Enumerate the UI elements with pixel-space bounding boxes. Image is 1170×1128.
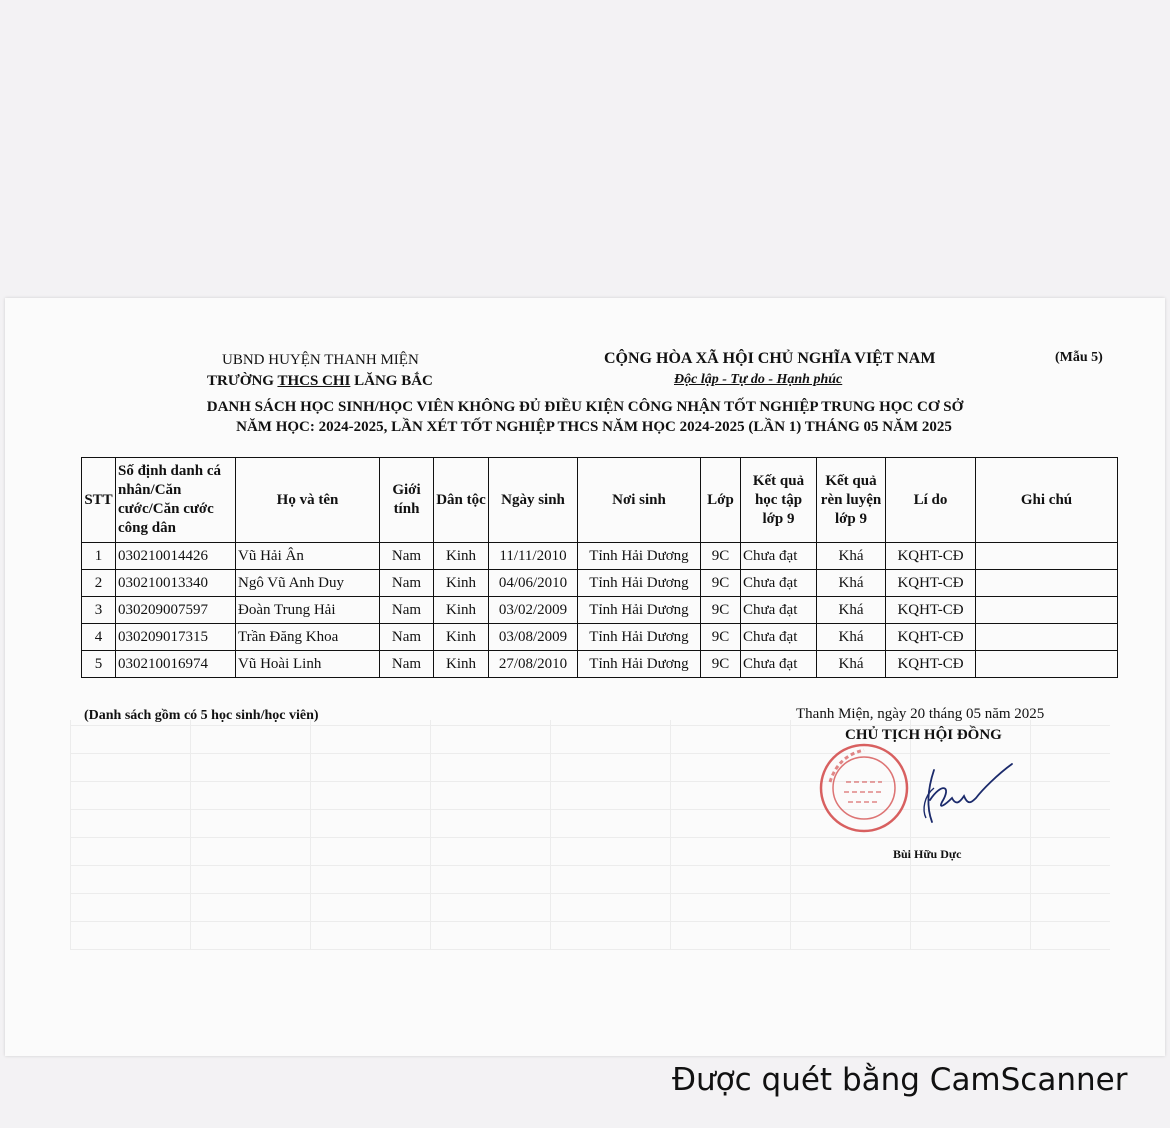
cell-dob: 11/11/2010: [489, 543, 578, 570]
cell-gender: Nam: [380, 570, 434, 597]
cell-conduct: Khá: [817, 570, 886, 597]
cell-stt: 2: [82, 570, 116, 597]
column-header-class: Lớp: [701, 458, 741, 543]
cell-class: 9C: [701, 624, 741, 651]
cell-dob: 03/08/2009: [489, 624, 578, 651]
cell-notes: [976, 597, 1118, 624]
column-header-ethnicity: Dân tộc: [434, 458, 489, 543]
student-table: [81, 457, 1118, 678]
cell-gender: Nam: [380, 597, 434, 624]
column-header-reason: Lí do: [886, 458, 976, 543]
cell-dob: 04/06/2010: [489, 570, 578, 597]
cell-conduct: Khá: [817, 597, 886, 624]
cell-academic: Chưa đạt: [741, 543, 817, 570]
table-header-row: [82, 458, 1118, 543]
column-header-gender: Giới tính: [380, 458, 434, 543]
cell-stt: 3: [82, 597, 116, 624]
cell-name: Trần Đăng Khoa: [236, 624, 380, 651]
cell-ethnicity: Kinh: [434, 624, 489, 651]
cell-reason: KQHT-CĐ: [886, 624, 976, 651]
cell-dob: 03/02/2009: [489, 597, 578, 624]
nation-motto: Độc lập - Tự do - Hạnh phúc: [674, 372, 843, 387]
signature-icon: [912, 760, 1016, 830]
cell-dob: 27/08/2010: [489, 651, 578, 678]
cell-notes: [976, 624, 1118, 651]
cell-academic: Chưa đạt: [741, 624, 817, 651]
cell-notes: [976, 543, 1118, 570]
table-row: [82, 597, 1118, 624]
column-header-notes: Ghi chú: [976, 458, 1118, 543]
org-line-2-prefix: TRƯỜNG: [207, 373, 278, 389]
cell-reason: KQHT-CĐ: [886, 543, 976, 570]
table-row: [82, 624, 1118, 651]
column-header-name: Họ và tên: [236, 458, 380, 543]
place-date: Thanh Miện, ngày 20 tháng 05 năm 2025: [796, 706, 1045, 722]
cell-class: 9C: [701, 570, 741, 597]
cell-gender: Nam: [380, 543, 434, 570]
cell-notes: [976, 570, 1118, 597]
org-line-1: UBND HUYỆN THANH MIỆN: [222, 352, 419, 368]
cell-academic: Chưa đạt: [741, 597, 817, 624]
cell-ethnicity: Kinh: [434, 570, 489, 597]
signer-role: CHỦ TỊCH HỘI ĐỒNG: [845, 727, 1002, 743]
column-header-stt: STT: [82, 458, 116, 543]
document-title-line-1: DANH SÁCH HỌC SINH/HỌC VIÊN KHÔNG ĐỦ ĐIỀU KIỆN CÔNG NHẬN TỐT NGHIỆP TRUNG HỌC CƠ SỞ: [206, 399, 964, 415]
cell-name: Vũ Hoài Linh: [236, 651, 380, 678]
cell-ethnicity: Kinh: [434, 543, 489, 570]
cell-id: 030210014426: [116, 543, 236, 570]
column-header-conduct: Kết quả rèn luyện lớp 9: [817, 458, 886, 543]
list-summary: (Danh sách gồm có 5 học sinh/học viên): [84, 708, 319, 723]
cell-reason: KQHT-CĐ: [886, 597, 976, 624]
org-line-2: [207, 373, 433, 390]
cell-reason: KQHT-CĐ: [886, 570, 976, 597]
scanner-watermark: Được quét bằng CamScanner: [672, 1062, 1128, 1098]
cell-conduct: Khá: [817, 651, 886, 678]
org-line-2-suffix: LĂNG BẮC: [350, 373, 433, 389]
cell-birthplace: Tỉnh Hải Dương: [578, 624, 701, 651]
cell-conduct: Khá: [817, 624, 886, 651]
cell-stt: 4: [82, 624, 116, 651]
cell-name: Ngô Vũ Anh Duy: [236, 570, 380, 597]
cell-ethnicity: Kinh: [434, 597, 489, 624]
cell-id: 030210016974: [116, 651, 236, 678]
form-number: (Mẫu 5): [1055, 350, 1103, 365]
column-header-academic: Kết quả học tập lớp 9: [741, 458, 817, 543]
show-through-texture: [70, 720, 1110, 950]
table-row: [82, 651, 1118, 678]
cell-stt: 5: [82, 651, 116, 678]
table-row: [82, 570, 1118, 597]
cell-class: 9C: [701, 651, 741, 678]
cell-class: 9C: [701, 543, 741, 570]
table-row: [82, 543, 1118, 570]
cell-academic: Chưa đạt: [741, 651, 817, 678]
cell-id: 030209007597: [116, 597, 236, 624]
cell-name: Đoàn Trung Hải: [236, 597, 380, 624]
official-seal-icon: [818, 742, 910, 834]
column-header-birthplace: Nơi sinh: [578, 458, 701, 543]
column-header-id: Số định danh cá nhân/Căn cước/Căn cước công dân: [116, 458, 236, 543]
cell-class: 9C: [701, 597, 741, 624]
signer-name: Bùi Hữu Dực: [893, 847, 962, 861]
cell-academic: Chưa đạt: [741, 570, 817, 597]
cell-ethnicity: Kinh: [434, 651, 489, 678]
cell-id: 030210013340: [116, 570, 236, 597]
document-title-line-2: NĂM HỌC: 2024-2025, LẦN XÉT TỐT NGHIỆP THCS NĂM HỌC 2024-2025 (LẦN 1) THÁNG 05 NĂM 2025: [236, 419, 952, 435]
cell-id: 030209017315: [116, 624, 236, 651]
column-header-dob: Ngày sinh: [489, 458, 578, 543]
cell-gender: Nam: [380, 651, 434, 678]
cell-name: Vũ Hải Ân: [236, 543, 380, 570]
cell-birthplace: Tỉnh Hải Dương: [578, 597, 701, 624]
cell-conduct: Khá: [817, 543, 886, 570]
org-line-2-underlined: THCS CHI: [277, 373, 351, 389]
cell-birthplace: Tỉnh Hải Dương: [578, 543, 701, 570]
cell-stt: 1: [82, 543, 116, 570]
cell-birthplace: Tỉnh Hải Dương: [578, 570, 701, 597]
cell-reason: KQHT-CĐ: [886, 651, 976, 678]
nation-line-1: CỘNG HÒA XÃ HỘI CHỦ NGHĨA VIỆT NAM: [604, 350, 936, 367]
cell-gender: Nam: [380, 624, 434, 651]
cell-notes: [976, 651, 1118, 678]
cell-birthplace: Tỉnh Hải Dương: [578, 651, 701, 678]
